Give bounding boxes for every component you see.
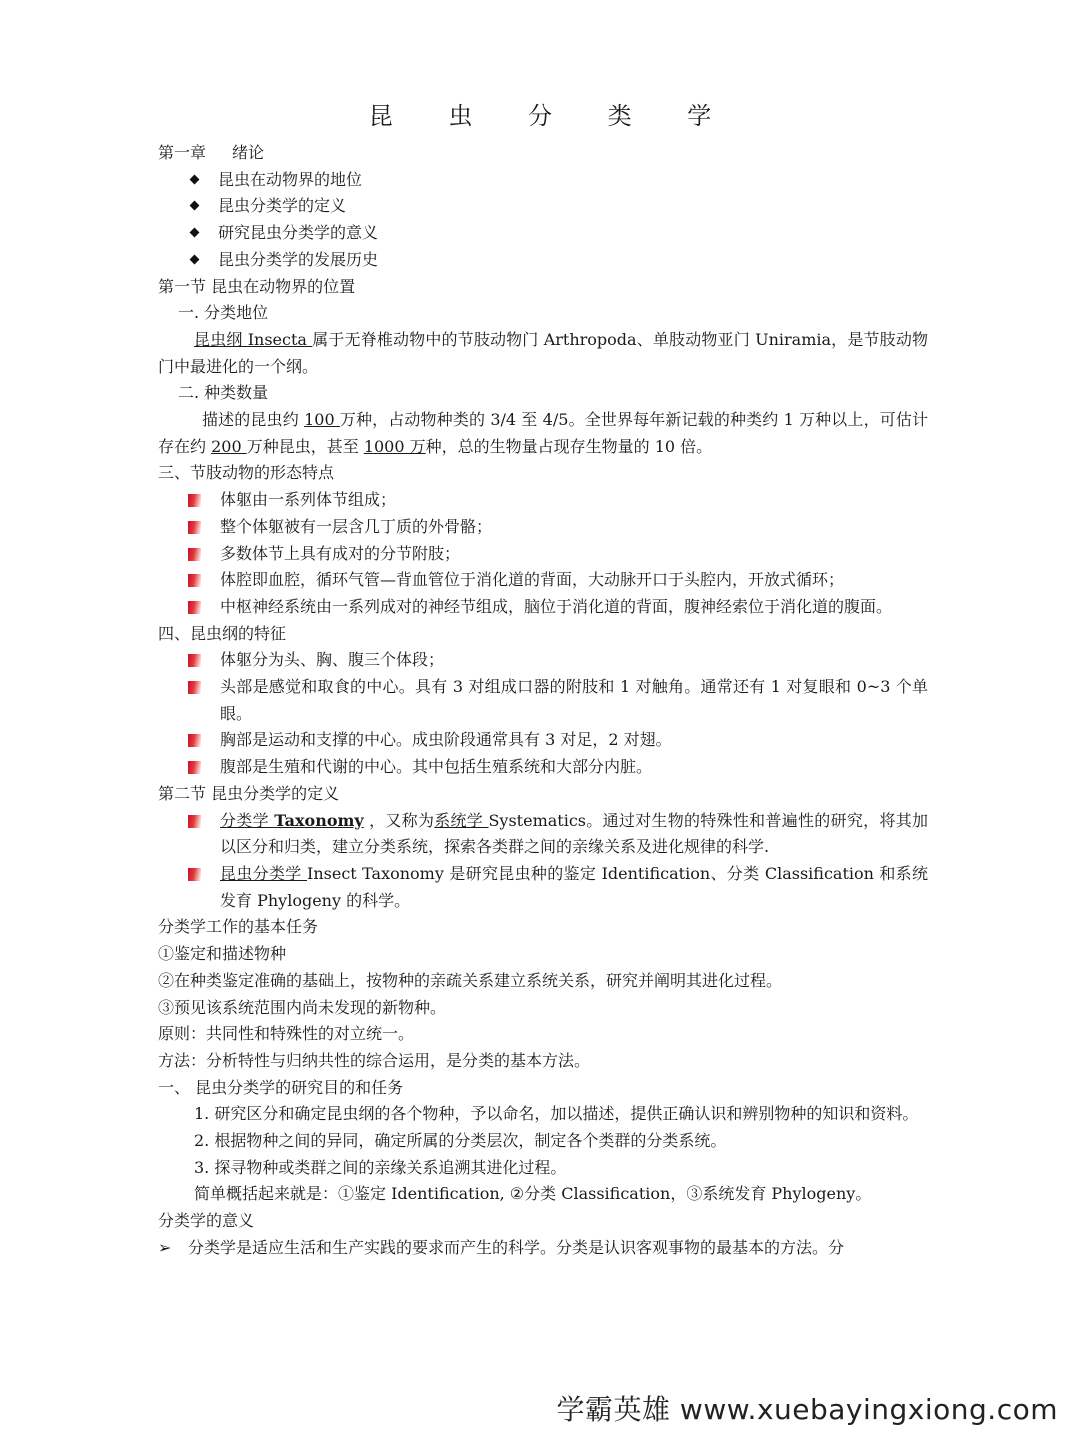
subheading-taxonomy-meaning: 分类学的意义 xyxy=(158,1211,255,1231)
purpose-item: 1. 研究区分和确定昆虫纲的各个物种，予以命名，加以描述，提供正确认识和辨别物种的知识和资料。 xyxy=(194,1104,919,1124)
red-square-bullet-icon xyxy=(188,521,201,534)
subheading-research-purpose: 一、 昆虫分类学的研究目的和任务 xyxy=(158,1077,404,1097)
subheading-classification-status: 一. 分类地位 xyxy=(178,303,269,323)
red-square-bullet-icon xyxy=(188,734,201,747)
outline-item: 昆虫在动物界的地位 xyxy=(158,167,928,194)
red-square-bullet-icon xyxy=(188,574,201,587)
list-item: 体腔即血腔，循环气管—背血管位于消化道的背面，大动脉开口于头腔内，开放式循环； xyxy=(158,567,928,594)
outline-item: 昆虫分类学的定义 xyxy=(158,193,928,220)
red-square-bullet-icon xyxy=(188,761,201,774)
term-insecta: 昆虫纲 Insecta xyxy=(194,329,313,349)
list-item: 多数体节上具有成对的分节附肢； xyxy=(158,541,928,568)
list-item: 整个体躯被有一层含几丁质的外骨骼； xyxy=(158,514,928,541)
paragraph-species-count: 描述的昆虫约 100 万种，占动物种类的 3/4 至 4/5。全世界每年新记载的种类约 1 万种以上，可估计存在约 200 万种昆虫，甚至 1000 万种，总的生物量占现存生物量的 10 倍。 xyxy=(158,410,928,456)
chapter-heading xyxy=(158,140,928,167)
diamond-bullet-icon xyxy=(190,228,200,238)
red-square-bullet-icon xyxy=(188,815,201,828)
task-item: ②在种类鉴定准确的基础上，按物种的亲疏关系建立系统关系，研究并阐明其进化过程。 xyxy=(158,970,783,990)
subheading-arthropod-features: 三、节肢动物的形态特点 xyxy=(158,463,335,483)
red-square-bullet-icon xyxy=(188,548,201,561)
list-item: 体躯由一系列体节组成； xyxy=(158,487,928,514)
subheading-insect-features: 四、昆虫纲的特征 xyxy=(158,623,287,643)
list-item: 胸部是运动和支撑的中心。成虫阶段通常具有 3 对足，2 对翅。 xyxy=(158,727,928,754)
chapter-label: 第一章 xyxy=(158,143,207,162)
page-title: 昆 虫 分 类 学 xyxy=(368,102,736,130)
purpose-item: 3. 探寻物种或类群之间的亲缘关系追溯其进化过程。 xyxy=(194,1157,567,1177)
meaning-item: ➢ 分类学是适应生活和生产实践的要求而产生的科学。分类是认识客观事物的最基本的方法。分 xyxy=(158,1235,928,1262)
subheading-basic-tasks: 分类学工作的基本任务 xyxy=(158,917,319,937)
red-square-bullet-icon xyxy=(188,494,201,507)
definition-taxonomy: 分类学 Taxonomy ，又称为系统学 Systematics。通过对生物的特殊性和普遍性的研究，将其加以区分和归类，建立分类系统，探索各类群之间的亲缘关系及进化规律的科学. xyxy=(158,808,928,861)
list-item: 头部是感觉和取食的中心。具有 3 对组成口器的附肢和 1 对触角。通常还有 1 对复眼和 0~3 个单眼。 xyxy=(158,674,928,727)
list-item: 腹部是生殖和代谢的中心。其中包括生殖系统和大部分内脏。 xyxy=(158,754,928,781)
summary-line: 简单概括起来就是：①鉴定 Identification, ②分类 Classification，③系统发育 Phylogeny。 xyxy=(194,1184,872,1204)
section-2-heading: 第二节 昆虫分类学的定义 xyxy=(158,783,340,803)
diamond-bullet-icon xyxy=(190,174,200,184)
outline-item: 研究昆虫分类学的意义 xyxy=(158,220,928,247)
method-line: 方法：分析特性与归纳共性的综合运用，是分类的基本方法。 xyxy=(158,1050,591,1070)
arrow-bullet-icon: ➢ xyxy=(158,1237,172,1257)
document-body xyxy=(158,140,928,1262)
paragraph-classification: 昆虫纲 Insecta 属于无脊椎动物中的节肢动物门 Arthropoda、单肢动物亚门 Uniramia，是节肢动物门中最进化的一个纲。 xyxy=(158,329,928,376)
list-item: 中枢神经系统由一系列成对的神经节组成，脑位于消化道的背面，腹神经索位于消化道的腹面。 xyxy=(158,594,928,621)
red-square-bullet-icon xyxy=(188,654,201,667)
task-item: ①鉴定和描述物种 xyxy=(158,944,287,964)
diamond-bullet-icon xyxy=(190,254,200,264)
outline-item: 昆虫分类学的发展历史 xyxy=(158,247,928,274)
diamond-bullet-icon xyxy=(190,201,200,211)
definition-insect-taxonomy: 昆虫分类学 Insect Taxonomy 是研究昆虫种的鉴定 Identification、分类 Classification 和系统发育 Phylogeny 的科学。 xyxy=(158,861,928,914)
red-square-bullet-icon xyxy=(188,601,201,614)
chapter-name: 绪论 xyxy=(232,143,265,162)
purpose-item: 2. 根据物种之间的异同，确定所属的分类层次，制定各个类群的分类系统。 xyxy=(194,1131,727,1151)
list-item: 体躯分为头、胸、腹三个体段； xyxy=(158,647,928,674)
task-item: ③预见该系统范围内尚未发现的新物种。 xyxy=(158,997,447,1017)
subheading-species-count: 二. 种类数量 xyxy=(178,383,269,403)
red-square-bullet-icon xyxy=(188,681,201,694)
site-watermark: 学霸英雄 www.xuebayingxiong.com xyxy=(556,1393,1058,1426)
section-1-heading: 第一节 昆虫在动物界的位置 xyxy=(158,276,356,296)
red-square-bullet-icon xyxy=(188,868,201,881)
principle-line: 原则：共同性和特殊性的对立统一。 xyxy=(158,1024,415,1044)
